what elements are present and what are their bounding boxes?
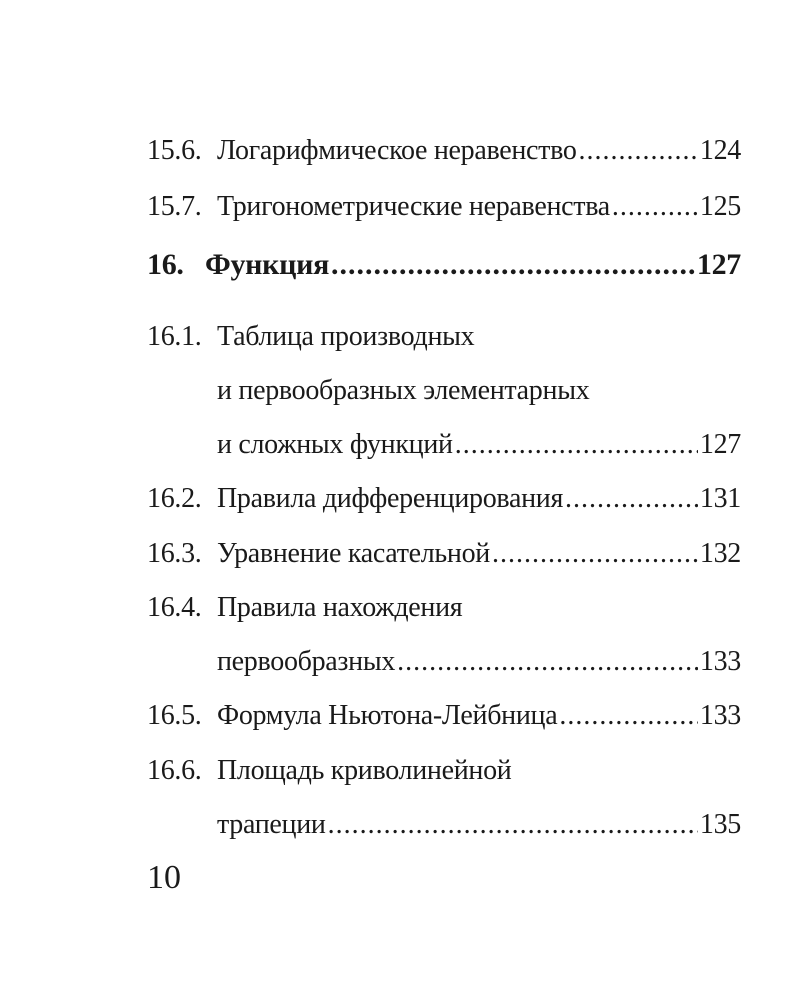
entry-number: 16.5. [147,700,202,731]
toc-entry [147,591,741,625]
entry-title: Тригонометрические неравенства [217,191,610,222]
entry-title-line: первообразных [217,646,396,677]
entry-title-line: и сложных функций [217,429,453,460]
entry-page: 133 [699,700,741,731]
toc-entry [147,320,741,354]
toc-chapter-entry [147,248,741,282]
toc-entry-continuation [147,645,741,679]
toc-entry-continuation [147,428,741,462]
dot-leader [492,537,698,571]
entry-title: Уравнение касательной [217,538,490,569]
toc-entry [147,699,741,733]
dot-leader [328,808,698,842]
toc-entry [147,134,741,168]
toc-entry [147,482,741,516]
entry-page: 127 [699,429,741,460]
entry-title: Формула Ньютона-Лейбница [217,700,558,731]
entry-page: 135 [699,809,741,840]
dot-leader [331,248,695,282]
entry-title: Правила дифференцирования [217,483,564,514]
entry-page: 131 [699,483,741,514]
dot-leader [397,645,698,679]
dot-leader [565,482,698,516]
dot-leader [579,134,698,168]
chapter-number: 16. [147,248,184,281]
entry-title-line: Таблица производных [217,321,475,352]
toc-entry-continuation [147,808,741,842]
entry-title-line: и первообразных элементарных [217,375,590,406]
entry-page: 125 [699,191,741,222]
entry-number: 16.6. [147,755,202,786]
entry-title-line: трапеции [217,809,326,840]
toc-entry [147,537,741,571]
toc-entry [147,754,741,788]
dot-leader [559,699,698,733]
entry-number: 15.6. [147,135,202,166]
entry-number: 16.3. [147,538,202,569]
entry-title: Логарифмическое неравенство [217,135,577,166]
entry-title-line: Правила нахождения [217,592,463,623]
toc-entry-continuation [147,374,741,408]
entry-title-line: Площадь криволинейной [217,755,512,786]
entry-number: 15.7. [147,191,202,222]
chapter-page: 127 [696,248,741,281]
page-number: 10 [147,859,181,896]
dot-leader [612,190,698,224]
entry-number: 16.4. [147,592,202,623]
entry-number: 16.2. [147,483,202,514]
entry-page: 124 [699,135,741,166]
chapter-title: Функция [205,248,330,281]
toc-entry [147,190,741,224]
dot-leader [455,428,698,462]
entry-page: 133 [699,646,741,677]
entry-page: 132 [699,538,741,569]
entry-number: 16.1. [147,321,202,352]
